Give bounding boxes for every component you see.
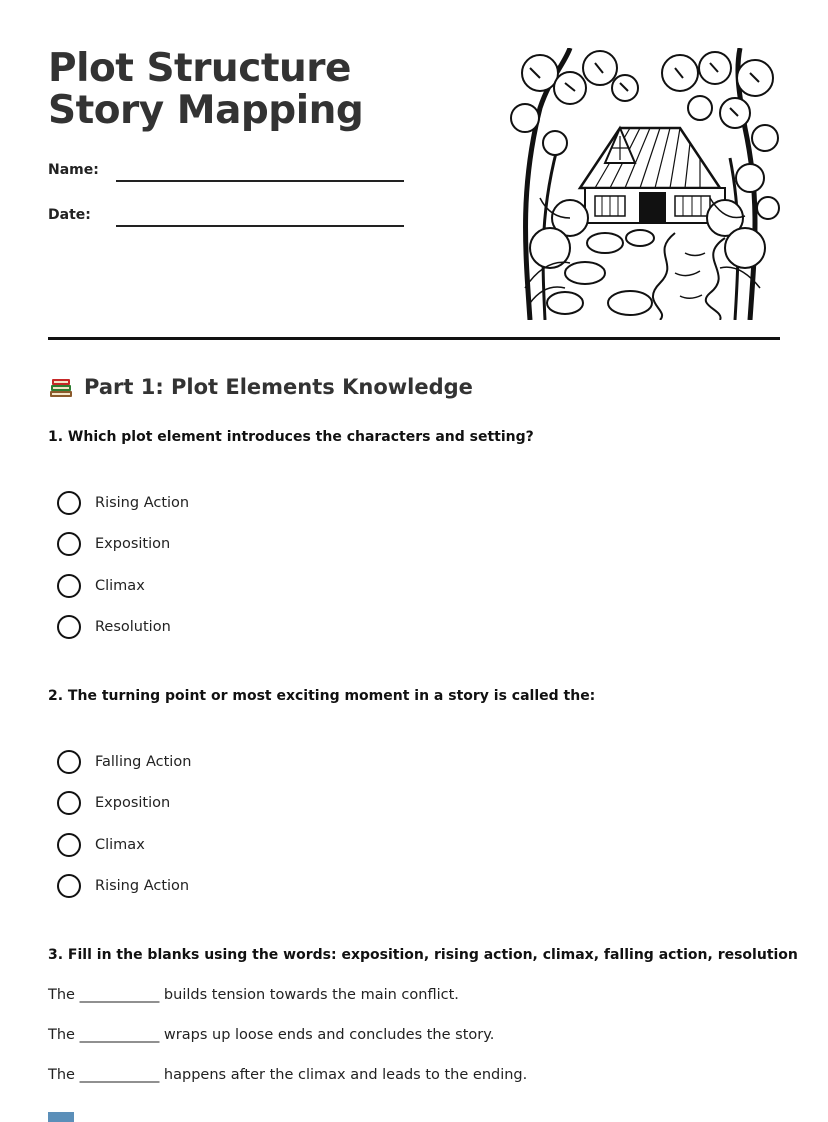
option-exposition[interactable] xyxy=(57,524,457,566)
next-section-icon xyxy=(48,1112,74,1122)
option-rising-action[interactable] xyxy=(57,866,457,908)
option-label: Rising Action xyxy=(95,494,190,511)
option-label: Climax xyxy=(95,836,145,853)
header-divider xyxy=(48,337,780,340)
date-label: Date: xyxy=(48,207,91,223)
radio-button[interactable] xyxy=(57,750,81,774)
radio-button[interactable] xyxy=(57,491,81,515)
fill-blank-1[interactable]: The ___________ builds tension towards the main conflict. xyxy=(48,987,459,1003)
option-climax[interactable] xyxy=(57,565,457,607)
date-line xyxy=(116,225,404,227)
option-label: Rising Action xyxy=(95,878,190,895)
option-exposition[interactable] xyxy=(57,783,457,825)
part1-heading xyxy=(48,374,473,400)
option-falling-action[interactable] xyxy=(57,741,457,783)
radio-button[interactable] xyxy=(57,833,81,857)
fill-blank-2[interactable]: The ___________ wraps up loose ends and concludes the story. xyxy=(48,1027,495,1043)
option-label: Falling Action xyxy=(95,753,192,770)
question-2: 2. The turning point or most exciting moment in a story is called the: xyxy=(48,688,596,704)
part1-heading-text: Part 1: Plot Elements Knowledge xyxy=(84,375,473,399)
radio-button[interactable] xyxy=(57,532,81,556)
radio-button[interactable] xyxy=(57,615,81,639)
option-label: Exposition xyxy=(95,536,171,553)
option-label: Resolution xyxy=(95,619,171,636)
radio-button[interactable] xyxy=(57,791,81,815)
date-field xyxy=(48,205,408,235)
option-climax[interactable] xyxy=(57,824,457,866)
question-2-options xyxy=(57,741,457,907)
question-3: 3. Fill in the blanks using the words: exposition, rising action, climax, falling action, resolution xyxy=(48,947,798,963)
name-label: Name: xyxy=(48,162,99,178)
option-label: Exposition xyxy=(95,795,171,812)
option-resolution[interactable] xyxy=(57,607,457,649)
name-line xyxy=(116,180,404,182)
radio-button[interactable] xyxy=(57,574,81,598)
option-label: Climax xyxy=(95,577,145,594)
radio-button[interactable] xyxy=(57,874,81,898)
jungle-house-illustration xyxy=(510,48,780,320)
books-icon xyxy=(48,374,74,400)
page-title: Plot Structure Story Mapping xyxy=(48,46,364,133)
fill-blank-3[interactable]: The ___________ happens after the climax and leads to the ending. xyxy=(48,1067,528,1083)
name-field xyxy=(48,160,408,190)
question-1-options xyxy=(57,482,457,648)
option-rising-action[interactable] xyxy=(57,482,457,524)
question-1: 1. Which plot element introduces the characters and setting? xyxy=(48,429,534,445)
